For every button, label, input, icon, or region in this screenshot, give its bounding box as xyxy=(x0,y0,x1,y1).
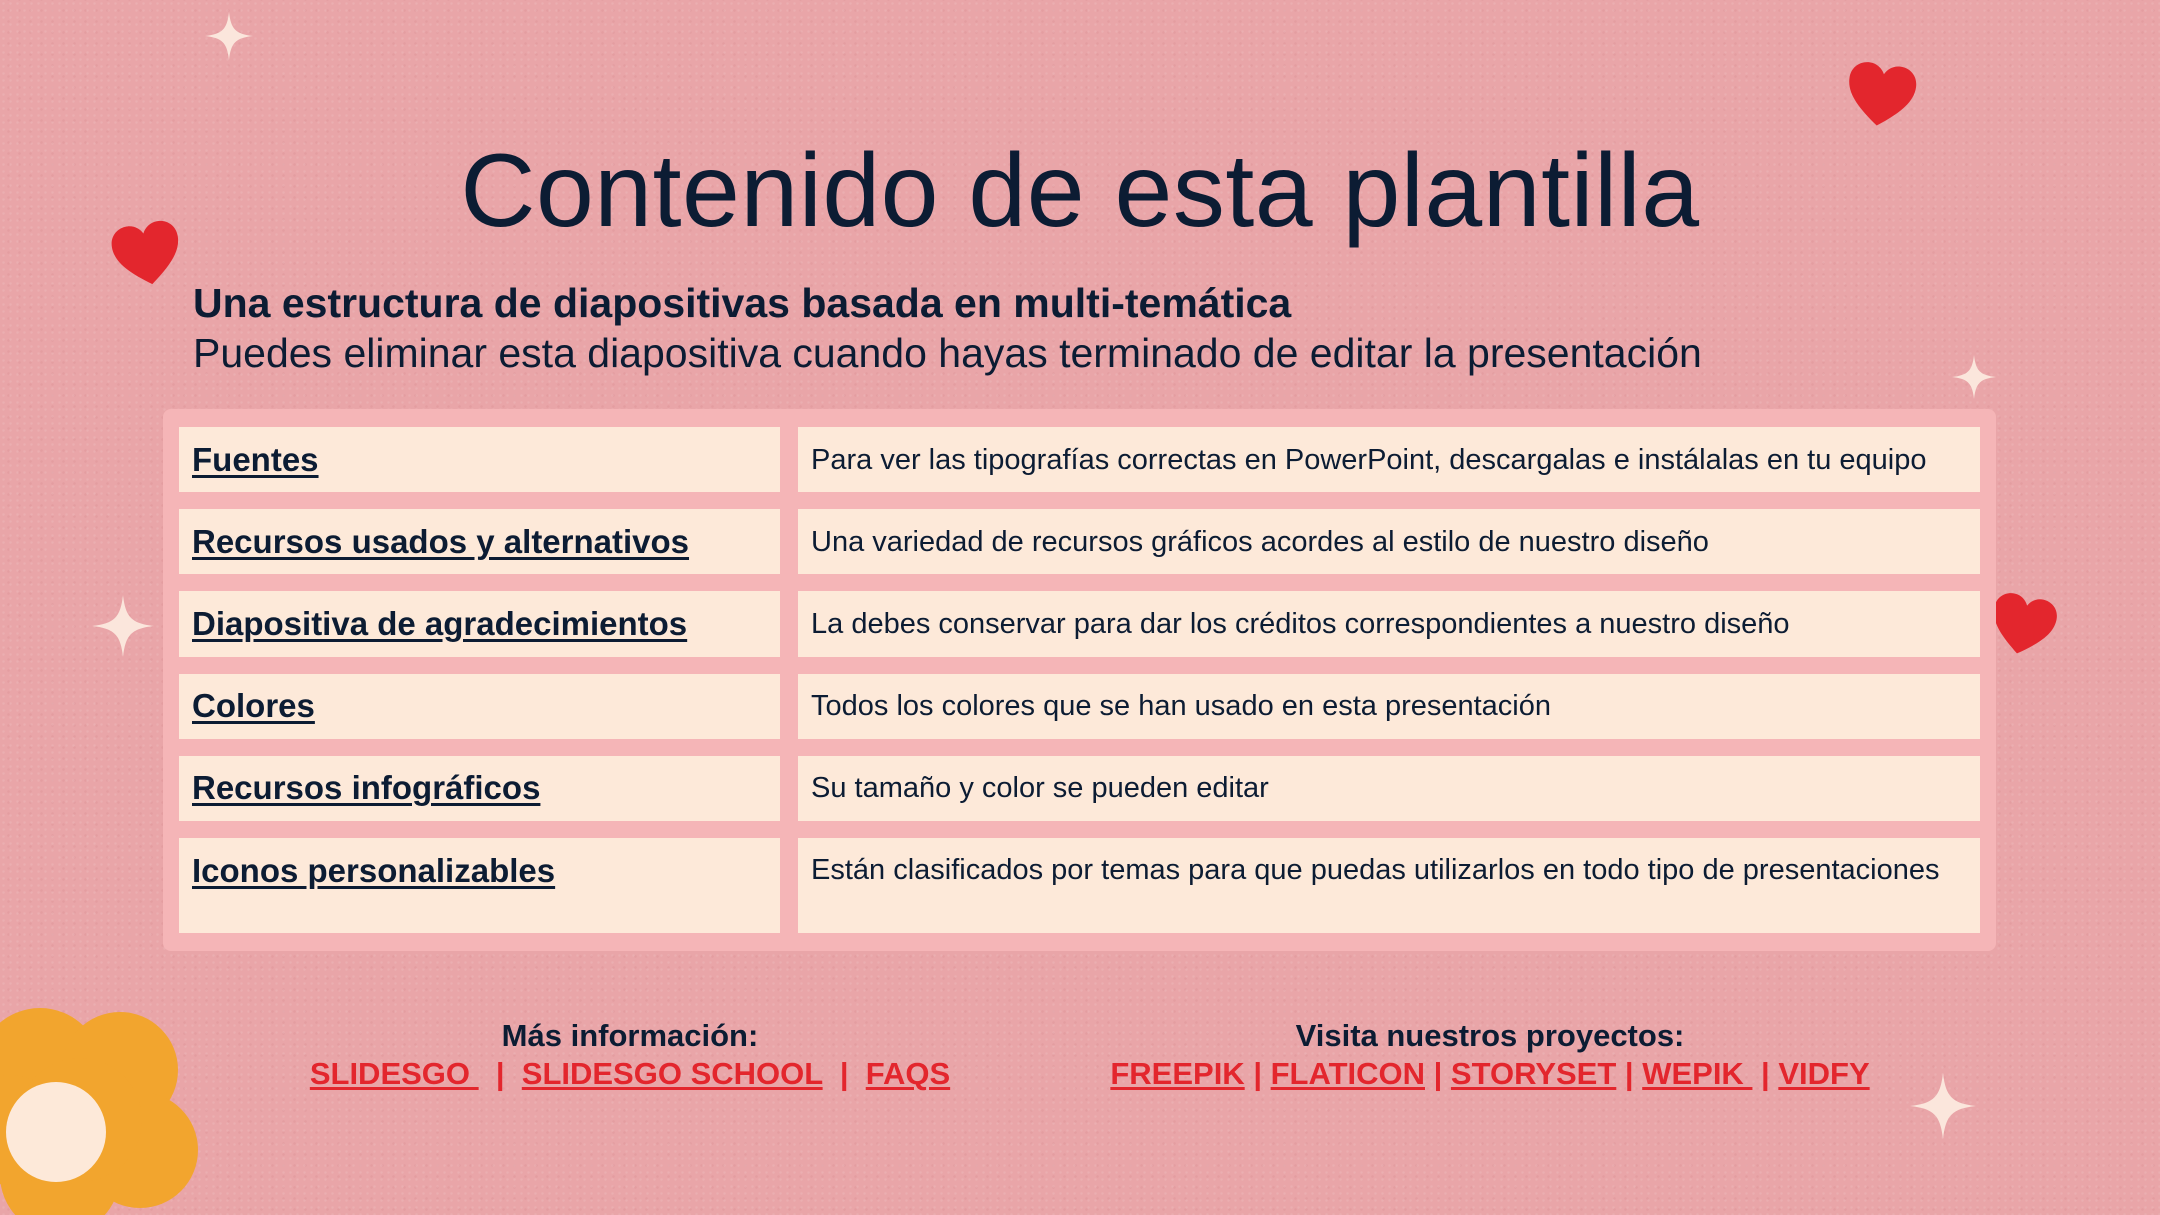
flower-icon xyxy=(0,1000,200,1215)
row-description-cell: Una variedad de recursos gráficos acordes al estilo de nuestro diseño xyxy=(798,509,1980,574)
row-description-cell: La debes conservar para dar los créditos correspondientes a nuestro diseño xyxy=(798,591,1980,656)
freepik-link[interactable]: FREEPIK xyxy=(1110,1056,1245,1091)
fuentes-link[interactable]: Fuentes xyxy=(192,440,319,478)
table-row xyxy=(179,427,1980,492)
row-label-cell[interactable] xyxy=(179,509,780,574)
table-row xyxy=(179,509,1980,574)
row-description-cell: Están clasificados por temas para que puedas utilizarlos en todo tipo de presentaciones xyxy=(798,838,1980,933)
row-label-cell[interactable] xyxy=(179,427,780,492)
vidfy-link[interactable]: VIDFY xyxy=(1778,1056,1870,1091)
iconos-link[interactable]: Iconos personalizables xyxy=(192,852,556,890)
link-separator: | xyxy=(1752,1056,1779,1091)
link-separator: | xyxy=(822,1056,866,1091)
agradecimientos-link[interactable]: Diapositiva de agradecimientos xyxy=(192,605,688,643)
row-label-cell[interactable] xyxy=(179,756,780,821)
row-description-cell: Su tamaño y color se pueden editar xyxy=(798,756,1980,821)
content-table xyxy=(163,409,1996,951)
slidesgo-school-link[interactable]: SLIDESGO SCHOOL xyxy=(521,1056,823,1091)
projects-block xyxy=(1100,1017,1880,1093)
wepik-link[interactable]: WEPIK xyxy=(1642,1056,1753,1091)
table-row xyxy=(179,674,1980,739)
sparkle-icon xyxy=(92,592,154,660)
row-description-cell: Para ver las tipografías correctas en PowerPoint, descargalas e instálalas en tu equipo xyxy=(798,427,1980,492)
flaticon-link[interactable]: FLATICON xyxy=(1270,1056,1426,1091)
slide-description: Puedes eliminar esta diapositiva cuando hayas terminado de editar la presentación xyxy=(193,330,1702,376)
more-info-links xyxy=(300,1055,960,1093)
table-row xyxy=(179,838,1980,933)
sparkle-icon xyxy=(205,12,253,60)
more-info-label: Más información: xyxy=(501,1018,759,1053)
recursos-infograficos-link[interactable]: Recursos infográficos xyxy=(192,769,541,807)
slidesgo-link[interactable]: SLIDESGO xyxy=(309,1056,479,1091)
slide-title: Contenido de esta plantilla xyxy=(460,133,1700,249)
recursos-usados-link[interactable]: Recursos usados y alternativos xyxy=(192,522,690,560)
sparkle-icon xyxy=(1910,1072,1976,1140)
row-description-cell: Todos los colores que se han usado en esta presentación xyxy=(798,674,1980,739)
storyset-link[interactable]: STORYSET xyxy=(1450,1056,1617,1091)
faqs-link[interactable]: FAQS xyxy=(865,1056,951,1091)
heart-icon xyxy=(1842,57,1921,132)
projects-links xyxy=(1100,1055,1880,1093)
link-separator: | xyxy=(478,1056,522,1091)
more-info-block xyxy=(300,1017,960,1093)
table-row xyxy=(179,756,1980,821)
row-label-cell[interactable] xyxy=(179,591,780,656)
link-separator: | xyxy=(1425,1056,1451,1091)
colores-link[interactable]: Colores xyxy=(192,687,315,725)
projects-label: Visita nuestros proyectos: xyxy=(1295,1018,1685,1053)
table-row xyxy=(179,591,1980,656)
row-label-cell[interactable] xyxy=(179,674,780,739)
link-separator: | xyxy=(1616,1056,1643,1091)
sparkle-icon xyxy=(1952,352,1996,402)
slide-subtitle: Una estructura de diapositivas basada en multi-temática xyxy=(193,280,1292,326)
row-label-cell[interactable] xyxy=(179,838,780,933)
link-separator: | xyxy=(1244,1056,1271,1091)
